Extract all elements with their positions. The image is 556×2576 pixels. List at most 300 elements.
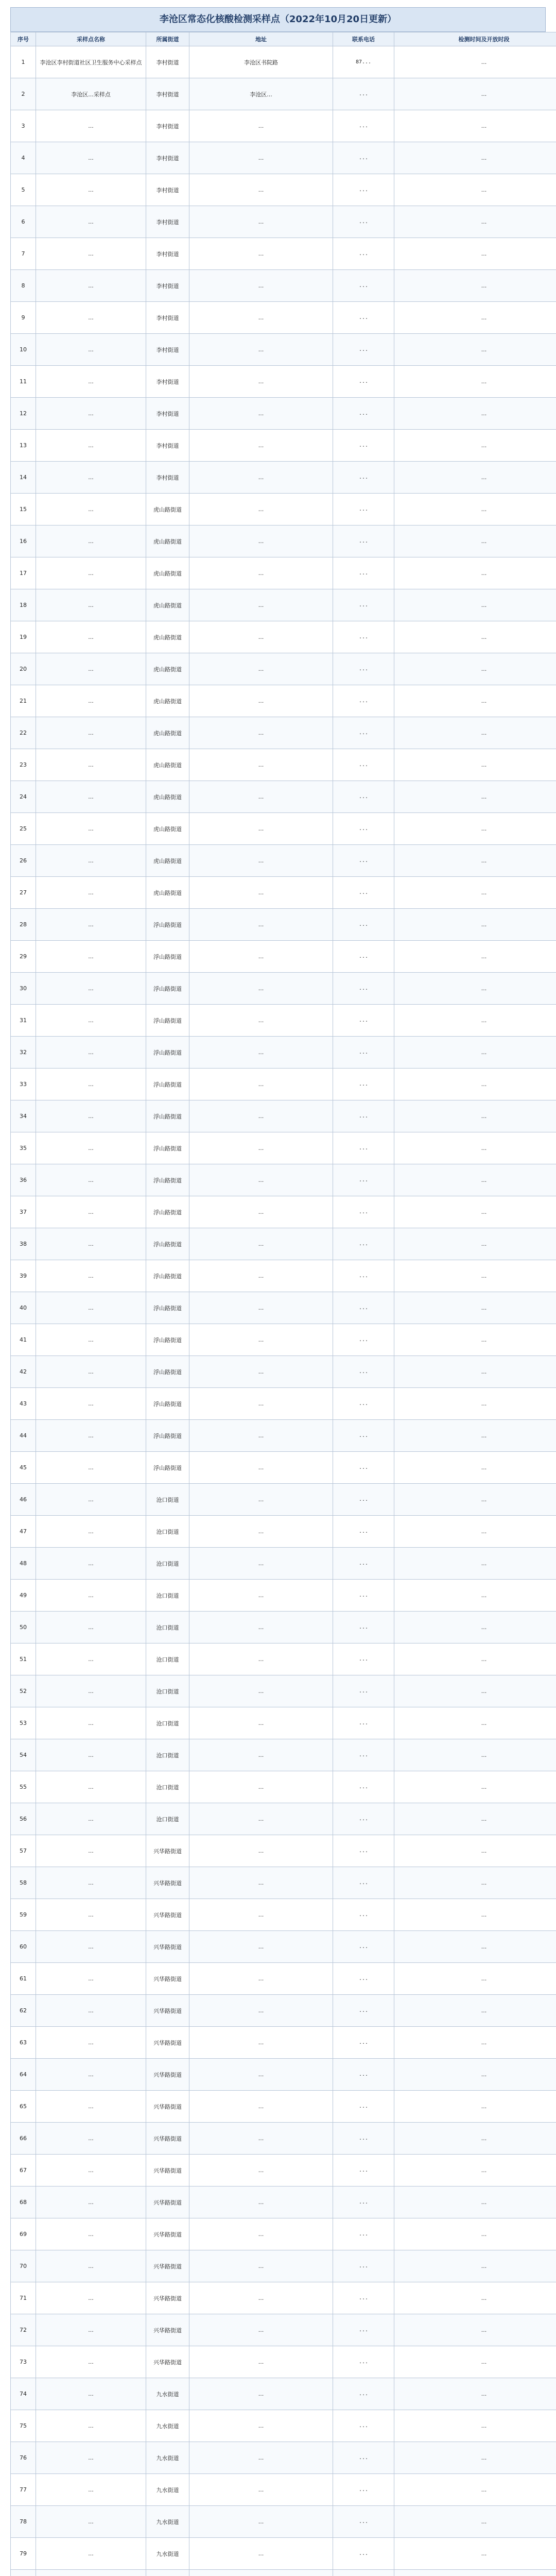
- cell-name: ...: [36, 1037, 146, 1069]
- cell-name: ...: [36, 270, 146, 302]
- cell-no: 46: [11, 1484, 36, 1516]
- cell-address: 李沧区书院路: [189, 46, 333, 78]
- cell-street: 兴华路街道: [146, 2218, 189, 2250]
- cell-name: ...: [36, 2282, 146, 2314]
- cell-street: 兴华路街道: [146, 1963, 189, 1995]
- cell-hours: ...: [394, 78, 556, 110]
- table-row: [11, 1132, 556, 1164]
- cell-phone: ...: [333, 1963, 394, 1995]
- cell-street: 李村街道: [146, 430, 189, 462]
- cell-no: 70: [11, 2250, 36, 2282]
- cell-name: ...: [36, 1516, 146, 1548]
- cell-street: 李村街道: [146, 462, 189, 494]
- cell-hours: ...: [394, 270, 556, 302]
- cell-name: ...: [36, 1931, 146, 1963]
- cell-hours: ...: [394, 845, 556, 877]
- cell-address: ...: [189, 1484, 333, 1516]
- cell-name: ...: [36, 2218, 146, 2250]
- table-row: [11, 2442, 556, 2474]
- cell-hours: ...: [394, 1771, 556, 1803]
- cell-hours: ...: [394, 2314, 556, 2346]
- table-row: [11, 749, 556, 781]
- table-row: [11, 142, 556, 174]
- table-row: [11, 1484, 556, 1516]
- cell-name: ...: [36, 1995, 146, 2027]
- cell-street: 兴华路街道: [146, 1867, 189, 1899]
- cell-no: 51: [11, 1643, 36, 1675]
- cell-phone: ...: [333, 2250, 394, 2282]
- cell-hours: ...: [394, 1260, 556, 1292]
- cell-no: 76: [11, 2442, 36, 2474]
- cell-street: 浮山路街道: [146, 1292, 189, 1324]
- table-row: [11, 2155, 556, 2187]
- cell-name: 李沧区李村街道社区卫生服务中心采样点: [36, 46, 146, 78]
- table-row: [11, 1005, 556, 1037]
- cell-address: ...: [189, 2314, 333, 2346]
- cell-name: ...: [36, 909, 146, 941]
- cell-address: ...: [189, 2506, 333, 2538]
- table-row: [11, 238, 556, 270]
- table-row: [11, 1995, 556, 2027]
- cell-street: 浮山路街道: [146, 973, 189, 1005]
- cell-name: ...: [36, 174, 146, 206]
- table-row: [11, 1739, 556, 1771]
- cell-address: ...: [189, 813, 333, 845]
- cell-no: 45: [11, 1452, 36, 1484]
- table-row: [11, 2218, 556, 2250]
- cell-hours: ...: [394, 110, 556, 142]
- cell-street: 李村街道: [146, 78, 189, 110]
- cell-phone: ...: [333, 2218, 394, 2250]
- cell-name: ...: [36, 1005, 146, 1037]
- cell-street: 浮山路街道: [146, 1005, 189, 1037]
- cell-hours: ...: [394, 1292, 556, 1324]
- cell-hours: ...: [394, 1707, 556, 1739]
- column-header-hours: 检测时间及开放时段: [394, 32, 556, 46]
- cell-phone: ...: [333, 270, 394, 302]
- cell-street: 浮山路街道: [146, 1196, 189, 1228]
- cell-no: 22: [11, 717, 36, 749]
- cell-phone: ...: [333, 941, 394, 973]
- cell-phone: ...: [333, 653, 394, 685]
- cell-phone: ...: [333, 2123, 394, 2155]
- cell-address: ...: [189, 2155, 333, 2187]
- cell-name: ...: [36, 1324, 146, 1356]
- cell-address: ...: [189, 1771, 333, 1803]
- cell-name: ...: [36, 1452, 146, 1484]
- cell-hours: [394, 2570, 556, 2576]
- cell-phone: ...: [333, 973, 394, 1005]
- cell-phone: ...: [333, 1580, 394, 1612]
- cell-name: ...: [36, 1803, 146, 1835]
- cell-name: ...: [36, 2123, 146, 2155]
- cell-hours: ...: [394, 1612, 556, 1643]
- cell-hours: ...: [394, 1995, 556, 2027]
- cell-no: 69: [11, 2218, 36, 2250]
- cell-address: ...: [189, 2282, 333, 2314]
- cell-name: ...: [36, 1228, 146, 1260]
- cell-address: ...: [189, 2187, 333, 2218]
- cell-hours: ...: [394, 2059, 556, 2091]
- cell-street: 虎山路街道: [146, 621, 189, 653]
- cell-name: ...: [36, 2506, 146, 2538]
- cell-phone: ...: [333, 909, 394, 941]
- cell-hours: ...: [394, 685, 556, 717]
- cell-phone: ...: [333, 1612, 394, 1643]
- cell-phone: ...: [333, 1995, 394, 2027]
- cell-phone: ...: [333, 685, 394, 717]
- cell-phone: ...: [333, 1835, 394, 1867]
- table-row: [11, 1452, 556, 1484]
- cell-name: ...: [36, 557, 146, 589]
- cell-name: ...: [36, 238, 146, 270]
- cell-phone: ...: [333, 1516, 394, 1548]
- table-row: [11, 2506, 556, 2538]
- cell-no: 72: [11, 2314, 36, 2346]
- cell-hours: ...: [394, 653, 556, 685]
- cell-address: ...: [189, 1931, 333, 1963]
- cell-street: 兴华路街道: [146, 2250, 189, 2282]
- cell-phone: ...: [333, 845, 394, 877]
- sampling-points-table: [10, 32, 556, 2576]
- cell-hours: ...: [394, 2506, 556, 2538]
- cell-hours: ...: [394, 781, 556, 813]
- cell-street: 浮山路街道: [146, 1132, 189, 1164]
- cell-no: 53: [11, 1707, 36, 1739]
- cell-street: 九水街道: [146, 2378, 189, 2410]
- cell-address: ...: [189, 142, 333, 174]
- cell-street: 虎山路街道: [146, 877, 189, 909]
- cell-address: ...: [189, 398, 333, 430]
- cell-phone: ...: [333, 1931, 394, 1963]
- cell-address: ...: [189, 1612, 333, 1643]
- cell-address: ...: [189, 2218, 333, 2250]
- cell-address: ...: [189, 1420, 333, 1452]
- cell-name: ...: [36, 1292, 146, 1324]
- cell-no: 66: [11, 2123, 36, 2155]
- cell-no: 65: [11, 2091, 36, 2123]
- cell-phone: ...: [333, 589, 394, 621]
- cell-street: 浮山路街道: [146, 941, 189, 973]
- table-row: [11, 1324, 556, 1356]
- cell-no: 71: [11, 2282, 36, 2314]
- table-row: [11, 78, 556, 110]
- cell-phone: ...: [333, 430, 394, 462]
- cell-name: ...: [36, 2187, 146, 2218]
- table-row: [11, 398, 556, 430]
- cell-street: 李村街道: [146, 142, 189, 174]
- cell-phone: ...: [333, 1548, 394, 1580]
- cell-no: 16: [11, 526, 36, 557]
- cell-hours: ...: [394, 1931, 556, 1963]
- cell-street: 李村街道: [146, 398, 189, 430]
- cell-name: ...: [36, 2410, 146, 2442]
- cell-street: 兴华路街道: [146, 2155, 189, 2187]
- cell-hours: ...: [394, 1356, 556, 1388]
- cell-address: ...: [189, 749, 333, 781]
- cell-phone: ...: [333, 1037, 394, 1069]
- cell-hours: ...: [394, 1420, 556, 1452]
- cell-no: 52: [11, 1675, 36, 1707]
- cell-address: ...: [189, 1069, 333, 1100]
- cell-name: ...: [36, 621, 146, 653]
- table-row: [11, 302, 556, 334]
- table-row: [11, 1388, 556, 1420]
- cell-no: 49: [11, 1580, 36, 1612]
- cell-name: ...: [36, 813, 146, 845]
- cell-hours: ...: [394, 46, 556, 78]
- cell-name: ...: [36, 1420, 146, 1452]
- table-row: [11, 1356, 556, 1388]
- cell-phone: ...: [333, 2474, 394, 2506]
- cell-address: ...: [189, 1516, 333, 1548]
- cell-no: 67: [11, 2155, 36, 2187]
- cell-address: ...: [189, 270, 333, 302]
- cell-address: ...: [189, 557, 333, 589]
- cell-street: 虎山路街道: [146, 557, 189, 589]
- table-row: [11, 653, 556, 685]
- cell-street: 浮山路街道: [146, 1260, 189, 1292]
- cell-phone: ...: [333, 78, 394, 110]
- table-row: [11, 2314, 556, 2346]
- table-row: [11, 1835, 556, 1867]
- cell-street: 虎山路街道: [146, 781, 189, 813]
- cell-no: 11: [11, 366, 36, 398]
- cell-no: 19: [11, 621, 36, 653]
- cell-phone: ...: [333, 1452, 394, 1484]
- cell-no: 38: [11, 1228, 36, 1260]
- cell-address: ...: [189, 1164, 333, 1196]
- table-row: [11, 46, 556, 78]
- cell-street: 李村街道: [146, 206, 189, 238]
- cell-address: ...: [189, 1292, 333, 1324]
- cell-street: 九水街道: [146, 2506, 189, 2538]
- cell-name: ...: [36, 1771, 146, 1803]
- cell-no: 10: [11, 334, 36, 366]
- table-row: [11, 973, 556, 1005]
- cell-name: ...: [36, 494, 146, 526]
- cell-name: ...: [36, 2538, 146, 2570]
- table-row: [11, 1548, 556, 1580]
- cell-no: 43: [11, 1388, 36, 1420]
- cell-phone: ...: [333, 2155, 394, 2187]
- cell-hours: ...: [394, 366, 556, 398]
- cell-address: ...: [189, 1995, 333, 2027]
- cell-no: 54: [11, 1739, 36, 1771]
- cell-no: 41: [11, 1324, 36, 1356]
- cell-name: ...: [36, 781, 146, 813]
- cell-hours: ...: [394, 1037, 556, 1069]
- table-row: [11, 110, 556, 142]
- cell-phone: ...: [333, 749, 394, 781]
- cell-phone: ...: [333, 2187, 394, 2218]
- cell-address: ...: [189, 589, 333, 621]
- cell-address: ...: [189, 2250, 333, 2282]
- cell-name: 李沧区...采样点: [36, 78, 146, 110]
- cell-address: ...: [189, 494, 333, 526]
- cell-phone: ...: [333, 2538, 394, 2570]
- cell-phone: ...: [333, 2091, 394, 2123]
- cell-hours: ...: [394, 1739, 556, 1771]
- cell-address: ...: [189, 174, 333, 206]
- table-row: [11, 941, 556, 973]
- cell-phone: ...: [333, 1771, 394, 1803]
- cell-address: ...: [189, 1580, 333, 1612]
- cell-hours: ...: [394, 1867, 556, 1899]
- cell-no: 20: [11, 653, 36, 685]
- table-row: [11, 685, 556, 717]
- cell-address: ...: [189, 781, 333, 813]
- cell-name: ...: [36, 1548, 146, 1580]
- cell-no: 25: [11, 813, 36, 845]
- cell-name: ...: [36, 2250, 146, 2282]
- table-body: [11, 46, 556, 2576]
- cell-hours: ...: [394, 2442, 556, 2474]
- cell-name: ...: [36, 2346, 146, 2378]
- table-row: [11, 1228, 556, 1260]
- cell-no: 2: [11, 78, 36, 110]
- cell-address: ...: [189, 2346, 333, 2378]
- cell-name: ...: [36, 845, 146, 877]
- cell-name: ...: [36, 589, 146, 621]
- cell-name: ...: [36, 2378, 146, 2410]
- cell-name: ...: [36, 1835, 146, 1867]
- table-row: [11, 2027, 556, 2059]
- cell-hours: ...: [394, 1388, 556, 1420]
- cell-no: 62: [11, 1995, 36, 2027]
- cell-phone: ...: [333, 1484, 394, 1516]
- cell-street: 浮山路街道: [146, 1069, 189, 1100]
- table-row: [11, 1899, 556, 1931]
- cell-name: ...: [36, 1675, 146, 1707]
- table-row: [11, 2250, 556, 2282]
- cell-phone: ...: [333, 1069, 394, 1100]
- cell-no: 56: [11, 1803, 36, 1835]
- table-row: [11, 1580, 556, 1612]
- cell-hours: ...: [394, 1643, 556, 1675]
- cell-no: 3: [11, 110, 36, 142]
- cell-street: 沧口街道: [146, 1580, 189, 1612]
- cell-phone: ...: [333, 1132, 394, 1164]
- cell-no: [11, 2570, 36, 2576]
- cell-street: 沧口街道: [146, 1707, 189, 1739]
- cell-name: ...: [36, 1260, 146, 1292]
- cell-address: ...: [189, 2027, 333, 2059]
- cell-hours: ...: [394, 430, 556, 462]
- column-header-no: 序号: [11, 32, 36, 46]
- cell-street: 浮山路街道: [146, 1388, 189, 1420]
- table-row: [11, 717, 556, 749]
- table-row: [11, 2059, 556, 2091]
- cell-street: 九水街道: [146, 2538, 189, 2570]
- cell-street: 兴华路街道: [146, 2314, 189, 2346]
- table-row: [11, 206, 556, 238]
- cell-phone: ...: [333, 398, 394, 430]
- cell-no: 68: [11, 2187, 36, 2218]
- cell-phone: ...: [333, 238, 394, 270]
- table-row: [11, 2346, 556, 2378]
- cell-name: ...: [36, 717, 146, 749]
- cell-address: ...: [189, 462, 333, 494]
- cell-name: ...: [36, 1899, 146, 1931]
- cell-street: 浮山路街道: [146, 1037, 189, 1069]
- cell-phone: 87...: [333, 46, 394, 78]
- cell-name: ...: [36, 1069, 146, 1100]
- cell-hours: ...: [394, 1484, 556, 1516]
- cell-address: ...: [189, 238, 333, 270]
- cell-hours: ...: [394, 1516, 556, 1548]
- table-row: [11, 813, 556, 845]
- cell-street: 李村街道: [146, 110, 189, 142]
- cell-no: 6: [11, 206, 36, 238]
- cell-street: 兴华路街道: [146, 1995, 189, 2027]
- cell-phone: ...: [333, 877, 394, 909]
- cell-address: ...: [189, 1548, 333, 1580]
- cell-phone: ...: [333, 366, 394, 398]
- cell-address: ...: [189, 1100, 333, 1132]
- table-row: [11, 1516, 556, 1548]
- cell-name: ...: [36, 142, 146, 174]
- cell-address: ...: [189, 206, 333, 238]
- cell-hours: ...: [394, 1069, 556, 1100]
- cell-phone: ...: [333, 2346, 394, 2378]
- cell-hours: ...: [394, 1899, 556, 1931]
- table-row: [11, 270, 556, 302]
- header-row: [11, 32, 556, 46]
- cell-name: ...: [36, 1100, 146, 1132]
- cell-phone: ...: [333, 142, 394, 174]
- cell-street: 浮山路街道: [146, 1420, 189, 1452]
- table-row: [11, 494, 556, 526]
- cell-address: ...: [189, 110, 333, 142]
- cell-no: 75: [11, 2410, 36, 2442]
- table-row: [11, 1963, 556, 1995]
- cell-hours: ...: [394, 462, 556, 494]
- cell-address: ...: [189, 334, 333, 366]
- cell-no: 35: [11, 1132, 36, 1164]
- cell-phone: ...: [333, 2378, 394, 2410]
- cell-no: 12: [11, 398, 36, 430]
- cell-phone: ...: [333, 2506, 394, 2538]
- cell-no: 36: [11, 1164, 36, 1196]
- cell-address: ...: [189, 1835, 333, 1867]
- cell-address: 李沧区...: [189, 78, 333, 110]
- cell-phone: ...: [333, 1420, 394, 1452]
- cell-street: 九水街道: [146, 2442, 189, 2474]
- cell-no: 47: [11, 1516, 36, 1548]
- cell-hours: ...: [394, 1005, 556, 1037]
- cell-street: 九水街道: [146, 2410, 189, 2442]
- cell-no: 74: [11, 2378, 36, 2410]
- cell-address: ...: [189, 877, 333, 909]
- cell-name: ...: [36, 1388, 146, 1420]
- cell-hours: ...: [394, 2538, 556, 2570]
- cell-street: 沧口街道: [146, 1484, 189, 1516]
- cell-street: 沧口街道: [146, 1675, 189, 1707]
- cell-address: ...: [189, 1388, 333, 1420]
- cell-phone: ...: [333, 462, 394, 494]
- cell-hours: ...: [394, 526, 556, 557]
- cell-no: 48: [11, 1548, 36, 1580]
- cell-name: ...: [36, 1132, 146, 1164]
- cell-address: ...: [189, 2410, 333, 2442]
- cell-phone: ...: [333, 1228, 394, 1260]
- cell-street: 浮山路街道: [146, 1164, 189, 1196]
- cell-phone: ...: [333, 2282, 394, 2314]
- cell-address: ...: [189, 1803, 333, 1835]
- cell-street: 虎山路街道: [146, 845, 189, 877]
- cell-no: 21: [11, 685, 36, 717]
